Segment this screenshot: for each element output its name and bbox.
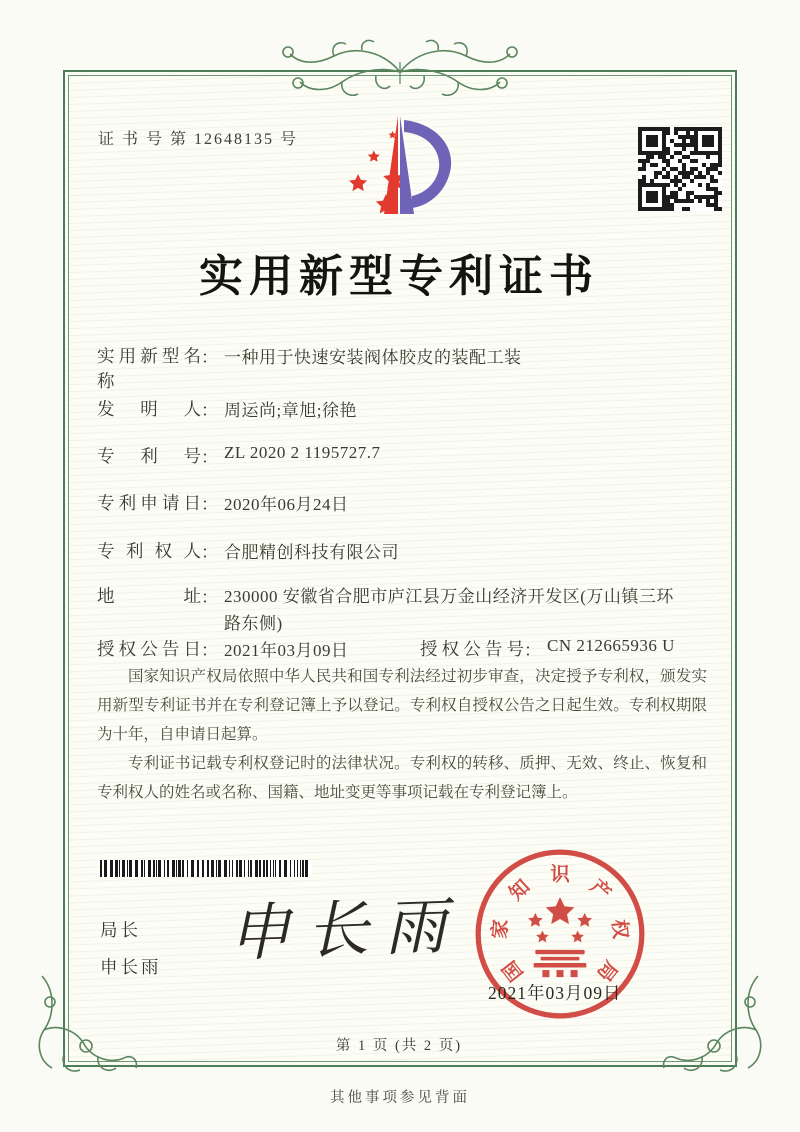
top-vine-ornament-icon <box>250 36 550 104</box>
svg-text:权: 权 <box>607 918 631 940</box>
field-colon: ： <box>524 641 541 660</box>
field-colon: ： <box>201 348 218 367</box>
field-value: 2021年03月09日 <box>224 641 349 660</box>
field-label: 专利号 <box>97 446 201 466</box>
field-label: 发明人 <box>97 399 201 419</box>
field-row-utility-model-name <box>97 343 737 393</box>
certificate-number: 证 书 号 第 12648135 号 <box>98 131 299 148</box>
svg-text:家: 家 <box>489 918 513 940</box>
field-label: 专利权人 <box>97 541 201 561</box>
cnipa-logo-icon <box>332 110 468 234</box>
seal-date: 2021年03月09日 <box>488 983 622 1003</box>
qr-code-icon <box>638 127 722 211</box>
svg-text:识: 识 <box>550 864 570 886</box>
field-row-patent-number <box>97 443 737 468</box>
commissioner-name: 申长雨 <box>100 957 162 977</box>
field-colon: ： <box>201 495 218 514</box>
back-side-note: 其他事项参见背面 <box>330 1090 470 1106</box>
svg-text:产: 产 <box>585 876 615 905</box>
field-row-inventors <box>97 396 737 421</box>
seal-national-emblem <box>528 897 592 977</box>
field-label: 授权公告日 <box>97 639 201 659</box>
svg-text:国: 国 <box>499 956 528 985</box>
field-row-filing-date <box>97 490 737 515</box>
field-row-address <box>97 583 737 637</box>
legal-text <box>97 662 707 807</box>
field-value: CN 212665936 U <box>547 636 675 655</box>
field-value: 一种用于快速安装阀体胶皮的装配工装 <box>224 348 522 367</box>
svg-text:局: 局 <box>592 956 621 985</box>
field-colon: ： <box>201 588 218 607</box>
legal-paragraph-1: 国家知识产权局依照中华人民共和国专利法经过初步审查，决定授予专利权，颁发实用新型专利证书并在专利登记簿上予以登记。专利权自授权公告之日起生效。专利权期限为十年，自申请日起算。 <box>97 668 707 743</box>
barcode-icon <box>100 860 312 877</box>
page-number: 第 1 页 (共 2 页) <box>335 1038 463 1054</box>
bottom-left-vine-ornament-icon <box>34 972 144 1080</box>
svg-text:知: 知 <box>505 876 535 905</box>
grant-date-pair <box>97 636 349 660</box>
field-colon: ： <box>201 448 218 467</box>
logo-spike-red <box>384 116 398 214</box>
field-value: ZL 2020 2 1195727.7 <box>224 443 381 462</box>
field-colon: ： <box>201 641 218 660</box>
certificate-title: 实用新型专利证书 <box>199 252 599 301</box>
field-value: 230000 安徽省合肥市庐江县万金山经济开发区(万山镇三环路东侧) <box>224 587 674 633</box>
commissioner-title: 局长 <box>100 920 141 940</box>
field-colon: ： <box>201 401 218 420</box>
field-label: 地址 <box>97 586 201 606</box>
bottom-right-vine-ornament-icon <box>656 972 766 1080</box>
field-label: 授权公告号 <box>420 639 524 659</box>
field-row-patentee <box>97 538 737 563</box>
field-colon: ： <box>201 543 218 562</box>
field-value: 2020年06月24日 <box>224 495 349 514</box>
legal-paragraph-2: 专利证书记载专利权登记时的法律状况。专利权的转移、质押、无效、终止、恢复和专利权人的姓名或名称、国籍、地址变更等事项记载在专利登记簿上。 <box>97 755 707 801</box>
commissioner-signature: 申长雨 <box>227 892 464 969</box>
field-value: 周运尚;章旭;徐艳 <box>224 401 357 420</box>
field-row-grant <box>97 636 737 660</box>
field-label: 实用新型名称 <box>97 346 201 391</box>
field-value: 合肥精创科技有限公司 <box>224 543 399 562</box>
field-label: 专利申请日 <box>97 493 201 513</box>
commissioner-block <box>100 912 162 986</box>
grant-number-pair <box>420 636 675 661</box>
